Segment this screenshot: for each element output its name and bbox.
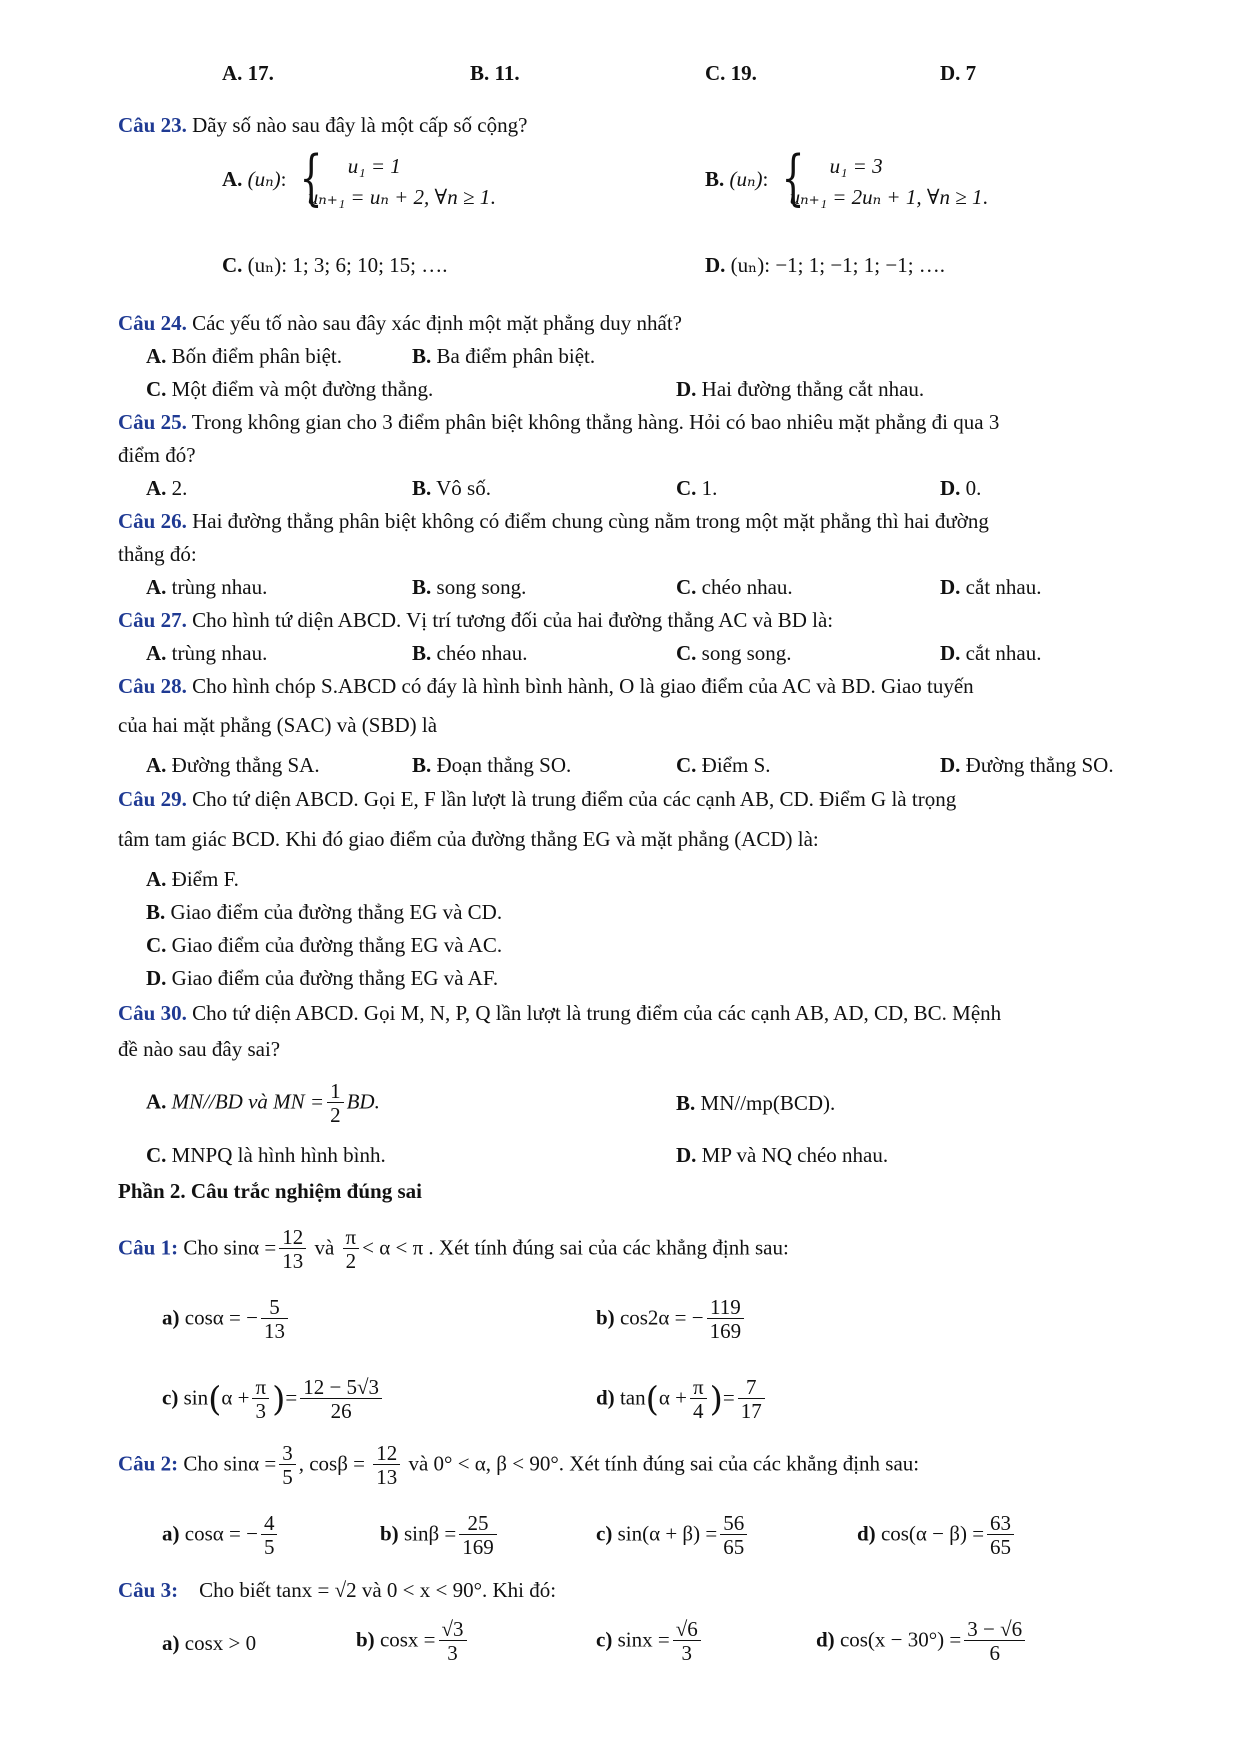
q28-option-b [412, 752, 571, 778]
q24-text: Các yếu tố nào sau đây xác định một mặt phẳng duy nhất? [186, 311, 682, 335]
p1-c-n: 12 − 5√3 [300, 1376, 382, 1399]
q30-option-c [146, 1142, 386, 1168]
q25-c: 1. [696, 476, 718, 500]
q23-a-label: A. [222, 166, 243, 191]
q27-c: song song. [696, 641, 792, 665]
p2-mid: , cosβ = [298, 1451, 365, 1476]
q25-stem-1 [118, 409, 999, 435]
q23-d-label: D. [705, 253, 726, 277]
p1-mid: và [314, 1235, 335, 1260]
q23-a-system: { u₁ = 1 uₙ₊₁ = uₙ + 2, ∀n ≥ 1. [299, 143, 496, 213]
q26-c-label: C. [676, 575, 697, 599]
q28-a: Đường thẳng SA. [166, 753, 320, 777]
p3-d-d: 6 [989, 1641, 1000, 1665]
p2-stem [118, 1442, 919, 1489]
p2-pre: Cho sinα = [178, 1451, 277, 1476]
q23-c-text: (uₙ): 1; 3; 6; 10; 15; …. [247, 253, 448, 277]
q30-d-label: D. [676, 1143, 697, 1167]
q27-d: cắt nhau. [960, 641, 1042, 665]
q24-b: Ba điểm phân biệt. [431, 344, 596, 368]
q30-b: MN//mp(BCD). [695, 1091, 836, 1115]
p1-label: Câu 1: [118, 1235, 179, 1260]
q22-option-d [940, 60, 976, 86]
p1-c-pre: sin [183, 1385, 209, 1410]
p1-c-fd: 3 [255, 1399, 267, 1423]
q29-stem-1 [118, 786, 956, 812]
p2-d-label: d) [857, 1521, 876, 1546]
p3-a [162, 1630, 256, 1656]
q28-d: Đường thẳng SO. [960, 753, 1114, 777]
q23-d-text: (uₙ): −1; 1; −1; 1; −1; …. [730, 253, 946, 277]
q26-d: cắt nhau. [960, 575, 1042, 599]
p2-b-n: 25 [459, 1512, 497, 1535]
p2-frac2 [373, 1442, 400, 1489]
q27-a: trùng nhau. [166, 641, 268, 665]
p3-text: Cho biết tanx = √2 và 0 < x < 90°. Khi đó: [199, 1578, 557, 1602]
p1-d-label: d) [596, 1385, 615, 1410]
q25-a: 2. [166, 476, 188, 500]
q30-label: Câu 30. [118, 1001, 187, 1025]
p1-post: < α < π . Xét tính đúng sai của các khẳng định sau: [362, 1235, 789, 1260]
q24-d-label: D. [676, 377, 697, 401]
p2-b-label: b) [380, 1521, 399, 1546]
q27-b: chéo nhau. [431, 641, 528, 665]
p2-a-n: 4 [261, 1512, 278, 1535]
p2-a-label: a) [162, 1521, 180, 1546]
q22-c: C. 19. [705, 61, 757, 85]
p2-b-frac [459, 1512, 497, 1559]
part2-title: Phần 2. Câu trắc nghiệm đúng sai [118, 1179, 422, 1203]
q30-d: MP và NQ chéo nhau. [696, 1143, 889, 1167]
q27-d-label: D. [940, 641, 961, 665]
q24-b-label: B. [412, 344, 432, 368]
q29-option-a [146, 866, 239, 892]
q25-option-b [412, 475, 491, 501]
p3-b-pre: cosx = [379, 1627, 436, 1652]
p3-c-n: √6 [673, 1618, 701, 1641]
p1-c-inner-frac [252, 1376, 269, 1423]
p1-a-label: a) [162, 1305, 180, 1330]
p3-label: Câu 3: [118, 1578, 179, 1602]
q30-a-pre: MN//BD và MN = [166, 1089, 325, 1114]
p1-d: d) tan(α + $\frac{\pi}{4}$ )= $\frac{7}{17}$ [596, 1376, 768, 1423]
p3-d-pre: cos(x − 30°) = [839, 1627, 962, 1652]
p2-n1: 3 [279, 1442, 296, 1465]
q23-b-row2: uₙ₊₁ = 2uₙ + 1, ∀n ≥ 1 [789, 185, 983, 209]
q28-option-d [940, 752, 1114, 778]
p2-d-n: 63 [987, 1512, 1014, 1535]
p1-b-frac [707, 1296, 745, 1343]
q30-c-label: C. [146, 1143, 167, 1167]
q30-option-b [676, 1090, 835, 1116]
p1-b-label: b) [596, 1305, 615, 1330]
p1-d2: 2 [345, 1249, 357, 1273]
p1-d-pre: tan [619, 1385, 646, 1410]
q29-a: Điểm F. [166, 867, 239, 891]
q29-c-label: C. [146, 933, 167, 957]
p1-a [162, 1296, 291, 1343]
p2-d [857, 1512, 1017, 1559]
p2-label: Câu 2: [118, 1451, 179, 1476]
p2-frac1 [279, 1442, 296, 1489]
p1-d-n: 7 [738, 1376, 765, 1399]
q23-text: Dãy số nào sau đây là một cấp số cộng? [186, 113, 528, 137]
q22-d: D. 7 [940, 61, 977, 85]
q30-a-fraction [327, 1080, 344, 1127]
p3-c-frac [673, 1618, 701, 1665]
q30-stem-2 [118, 1036, 280, 1062]
p1-a-n: 5 [261, 1296, 288, 1319]
q22-option-c [705, 60, 757, 86]
q25-d-label: D. [940, 476, 961, 500]
q23-stem [118, 112, 527, 138]
q27-label: Câu 27. [118, 608, 187, 632]
q25-b-label: B. [412, 476, 432, 500]
q28-text1: Cho hình chóp S.ABCD có đáy là hình bình hành, O là giao điểm của AC và BD. Giao tuyến [186, 674, 974, 698]
q26-text2: thẳng đó: [118, 542, 197, 566]
q23-option-b: B. (uₙ): { u₁ = 3 uₙ₊₁ = 2uₙ + 1, ∀n ≥ 1. [705, 143, 988, 213]
q30-text1: Cho tứ diện ABCD. Gọi M, N, P, Q lần lượt là trung điểm của các cạnh AB, AD, CD, BC. Mệnh [186, 1001, 1002, 1025]
q26-c: chéo nhau. [696, 575, 793, 599]
q30-a-label: A. [146, 1089, 167, 1114]
q22-option-b [470, 60, 520, 86]
q27-option-a [146, 640, 267, 666]
q26-b: song song. [431, 575, 527, 599]
q29-d-label: D. [146, 966, 167, 990]
q23-b-system: { u₁ = 3 uₙ₊₁ = 2uₙ + 1, ∀n ≥ 1. [781, 143, 988, 213]
q22-a: A. 17. [222, 61, 274, 85]
q30-stem-1 [118, 1000, 1001, 1026]
q28-c: Điểm S. [696, 753, 771, 777]
q27-c-label: C. [676, 641, 697, 665]
p2-c-n: 56 [720, 1512, 747, 1535]
p3-stem [118, 1577, 556, 1603]
q25-option-c [676, 475, 717, 501]
q23-option-a: A. (uₙ): { u₁ = 1 uₙ₊₁ = uₙ + 2, ∀n ≥ 1. [222, 143, 496, 213]
q30-a-den: 2 [330, 1103, 341, 1127]
p1-d-in: α + [658, 1385, 687, 1410]
q23-b-row1: u₁ = 3 [829, 154, 883, 178]
q25-text1: Trong không gian cho 3 điểm phân biệt không thẳng hàng. Hỏi có bao nhiêu mặt phẳng đi qua 3 [186, 410, 1000, 434]
q24-c-label: C. [146, 377, 167, 401]
p1-n1: 12 [279, 1226, 306, 1249]
p1-c-in: α + [221, 1385, 250, 1410]
q28-c-label: C. [676, 753, 697, 777]
p1-c-label: c) [162, 1385, 179, 1410]
q30-option-a [146, 1080, 380, 1127]
p1-d-eq: = [722, 1385, 735, 1410]
q24-label: Câu 24. [118, 311, 187, 335]
p1-b-d: 169 [709, 1319, 742, 1343]
q22-option-a [222, 60, 274, 86]
p3-b [356, 1618, 470, 1665]
q24-option-b [412, 343, 595, 369]
q24-d: Hai đường thẳng cắt nhau. [696, 377, 925, 401]
q30-c: MNPQ là hình hình bình. [166, 1143, 386, 1167]
q28-stem-2 [118, 712, 437, 738]
q28-a-label: A. [146, 753, 167, 777]
p1-d-frac [738, 1376, 765, 1423]
q24-stem [118, 310, 682, 336]
p2-a-frac [261, 1512, 278, 1559]
q23-c-label: C. [222, 253, 243, 277]
q28-label: Câu 28. [118, 674, 187, 698]
q29-c: Giao điểm của đường thẳng EG và AC. [166, 933, 503, 957]
q25-option-d [940, 475, 981, 501]
q28-b: Đoạn thẳng SO. [431, 753, 572, 777]
q29-text2: tâm tam giác BCD. Khi đó giao điểm của đường thẳng EG và mặt phẳng (ACD) là: [118, 827, 819, 851]
q23-a-row2: uₙ₊₁ = uₙ + 2, ∀n ≥ 1 [307, 185, 491, 209]
q28-d-label: D. [940, 753, 961, 777]
p1-n2: π [343, 1226, 360, 1249]
q25-label: Câu 25. [118, 410, 187, 434]
q30-a-post: BD. [346, 1089, 380, 1114]
q24-a-label: A. [146, 344, 167, 368]
p1-frac2 [343, 1226, 360, 1273]
q24-option-c [146, 376, 433, 402]
p1-c-eq: = [285, 1385, 298, 1410]
q23-option-d [705, 252, 945, 278]
q27-a-label: A. [146, 641, 167, 665]
q23-b-label: B. [705, 166, 725, 191]
p2-c-label: c) [596, 1521, 613, 1546]
q30-b-label: B. [676, 1091, 696, 1115]
p3-d-label: d) [816, 1627, 835, 1652]
p1-b-pre: cos2α = − [619, 1305, 704, 1330]
p2-a-pre: cosα = − [184, 1521, 258, 1546]
p3-d-frac [964, 1618, 1025, 1665]
p3-b-frac [439, 1618, 467, 1665]
q26-option-c [676, 574, 793, 600]
q29-label: Câu 29. [118, 787, 187, 811]
p1-d-fn: π [690, 1376, 707, 1399]
q27-option-c [676, 640, 792, 666]
p3-c-d: 3 [681, 1641, 692, 1665]
p3-a-text: cosx > 0 [184, 1631, 257, 1655]
p1-pre: Cho sinα = [178, 1235, 277, 1260]
q26-text1: Hai đường thẳng phân biệt không có điểm chung cùng nằm trong một mặt phẳng thì hai đường [186, 509, 989, 533]
p2-d-frac [987, 1512, 1014, 1559]
p2-n2: 12 [373, 1442, 400, 1465]
p2-d2: 13 [376, 1465, 398, 1489]
q28-text2: của hai mặt phẳng (SAC) và (SBD) là [118, 713, 438, 737]
p2-a-d: 5 [263, 1535, 275, 1559]
p3-a-label: a) [162, 1631, 180, 1655]
q26-stem-2 [118, 541, 197, 567]
q26-stem-1 [118, 508, 989, 534]
q25-c-label: C. [676, 476, 697, 500]
q25-text2: điểm đó? [118, 443, 196, 467]
q28-option-a [146, 752, 320, 778]
q24-c: Một điểm và một đường thẳng. [166, 377, 434, 401]
q25-a-label: A. [146, 476, 167, 500]
q29-a-label: A. [146, 867, 167, 891]
p1-c: c) sin(α + $\frac{\pi}{3}$ )= $\frac{12 - 5√3}{26}$ [162, 1376, 385, 1423]
q25-b: Vô số. [431, 476, 491, 500]
p1-stem [118, 1226, 789, 1273]
q26-option-a [146, 574, 267, 600]
p1-a-pre: cosα = − [184, 1305, 258, 1330]
q29-option-b [146, 899, 502, 925]
p2-d-pre: cos(α − β) = [880, 1521, 985, 1546]
p2-b-d: 169 [462, 1535, 494, 1559]
p2-a [162, 1512, 280, 1559]
q27-stem [118, 607, 833, 633]
q24-option-a [146, 343, 342, 369]
p3-c [596, 1618, 704, 1665]
q28-stem-1 [118, 673, 974, 699]
q27-text: Cho hình tứ diện ABCD. Vị trí tương đối của hai đường thẳng AC và BD là: [186, 608, 834, 632]
q24-option-d [676, 376, 924, 402]
p2-d1: 5 [282, 1465, 293, 1489]
q26-option-d [940, 574, 1041, 600]
p1-c-frac [300, 1376, 382, 1423]
p2-post: và 0° < α, β < 90°. Xét tính đúng sai của các khẳng định sau: [408, 1451, 920, 1476]
p3-d [816, 1618, 1028, 1665]
p3-b-n: √3 [439, 1618, 467, 1641]
p1-frac1 [279, 1226, 306, 1273]
q25-d: 0. [960, 476, 982, 500]
p3-c-label: c) [596, 1627, 613, 1652]
q23-a-row1: u₁ = 1 [347, 154, 401, 178]
q29-option-d [146, 965, 498, 991]
p1-b [596, 1296, 747, 1343]
q27-option-d [940, 640, 1041, 666]
q23-option-c [222, 252, 448, 278]
q29-stem-2 [118, 826, 819, 852]
p1-d-d: 17 [740, 1399, 762, 1423]
q22-b: B. 11. [470, 61, 520, 85]
p3-c-pre: sinx = [617, 1627, 670, 1652]
q26-b-label: B. [412, 575, 432, 599]
p1-d-fd: 4 [693, 1399, 704, 1423]
p2-c-pre: sin(α + β) = [617, 1521, 718, 1546]
q24-a: Bốn điểm phân biệt. [166, 344, 342, 368]
p2-c [596, 1512, 750, 1559]
p2-d-d: 65 [990, 1535, 1012, 1559]
q29-option-c [146, 932, 502, 958]
q26-a: trùng nhau. [166, 575, 268, 599]
q25-option-a [146, 475, 187, 501]
q26-option-b [412, 574, 526, 600]
p1-a-frac [261, 1296, 288, 1343]
p2-c-d: 65 [723, 1535, 745, 1559]
p2-b [380, 1512, 500, 1559]
q29-text1: Cho tứ diện ABCD. Gọi E, F lần lượt là trung điểm của các cạnh AB, CD. Điểm G là trọng [186, 787, 957, 811]
p1-a-d: 13 [263, 1319, 285, 1343]
q26-d-label: D. [940, 575, 961, 599]
p1-d1: 13 [282, 1249, 304, 1273]
q28-b-label: B. [412, 753, 432, 777]
q27-b-label: B. [412, 641, 432, 665]
q30-option-d [676, 1142, 888, 1168]
q27-option-b [412, 640, 527, 666]
p2-b-pre: sinβ = [403, 1521, 457, 1546]
q29-b-label: B. [146, 900, 166, 924]
p1-d-inner-frac [690, 1376, 707, 1423]
q28-option-c [676, 752, 771, 778]
p3-b-d: 3 [447, 1641, 458, 1665]
q30-text2: đề nào sau đây sai? [118, 1037, 281, 1061]
p2-c-frac [720, 1512, 747, 1559]
p3-d-n: 3 − √6 [964, 1618, 1025, 1641]
p1-b-n: 119 [707, 1296, 745, 1319]
q29-b: Giao điểm của đường thẳng EG và CD. [165, 900, 503, 924]
q23-label: Câu 23. [118, 113, 187, 137]
q26-label: Câu 26. [118, 509, 187, 533]
p1-c-d: 26 [330, 1399, 352, 1423]
p3-b-label: b) [356, 1627, 375, 1652]
q25-stem-2 [118, 442, 196, 468]
p1-c-fn: π [252, 1376, 269, 1399]
q29-d: Giao điểm của đường thẳng EG và AF. [166, 966, 499, 990]
q26-a-label: A. [146, 575, 167, 599]
q30-a-num: 1 [327, 1080, 344, 1103]
